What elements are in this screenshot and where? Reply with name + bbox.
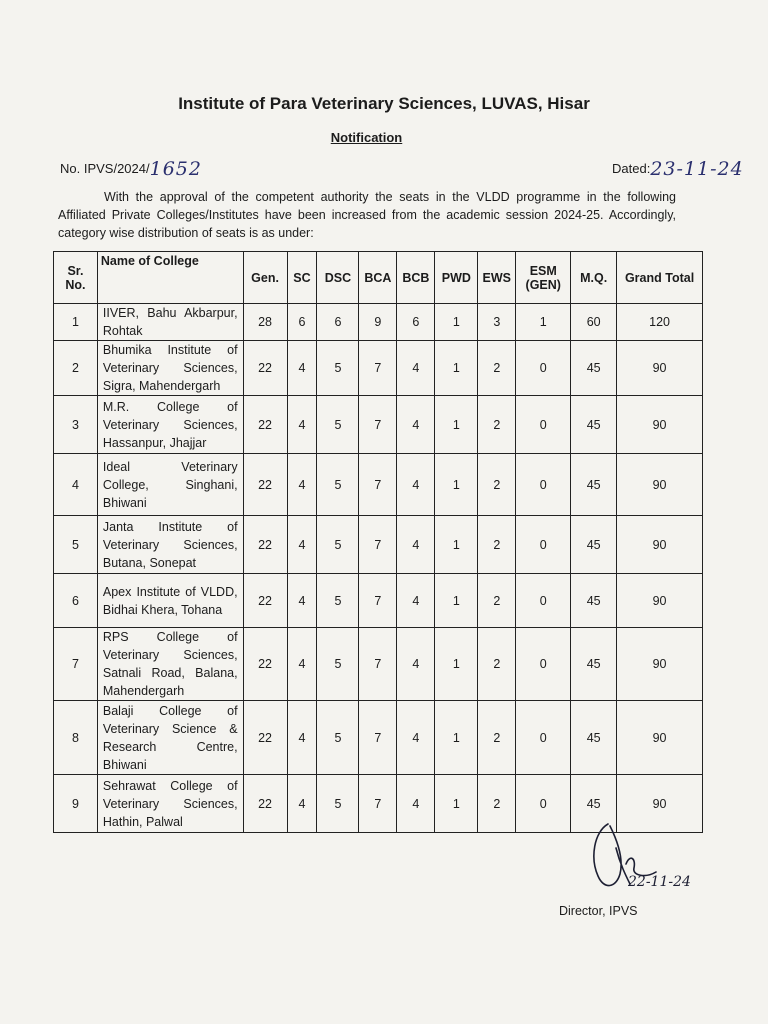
cell-sc: 6 xyxy=(287,304,317,341)
reference-label: No. IPVS/2024/ xyxy=(60,161,150,176)
cell-sr: 8 xyxy=(54,701,98,775)
reference-number xyxy=(60,156,202,178)
cell-esm: 1 xyxy=(516,304,571,341)
cell-bca: 7 xyxy=(359,516,397,574)
cell-sr: 7 xyxy=(54,628,98,701)
cell-bca: 7 xyxy=(359,396,397,454)
cell-dsc: 5 xyxy=(317,454,359,516)
cell-name: Janta Institute of Veterinary Sciences, Butana, Sonepat xyxy=(97,516,243,574)
cell-ews: 2 xyxy=(478,341,516,396)
cell-bcb: 4 xyxy=(397,396,435,454)
cell-bca: 7 xyxy=(359,628,397,701)
cell-sr: 1 xyxy=(54,304,98,341)
cell-ews: 2 xyxy=(478,396,516,454)
cell-sc: 4 xyxy=(287,341,317,396)
cell-ews: 2 xyxy=(478,574,516,628)
cell-sc: 4 xyxy=(287,516,317,574)
header-bca: BCA xyxy=(359,252,397,304)
table-row xyxy=(54,341,703,396)
cell-bcb: 4 xyxy=(397,454,435,516)
cell-name: Apex Institute of VLDD, Bidhai Khera, Tohana xyxy=(97,574,243,628)
cell-gen: 22 xyxy=(243,341,287,396)
table-header-row xyxy=(54,252,703,304)
cell-bcb: 4 xyxy=(397,628,435,701)
intro-text: With the approval of the competent authority the seats in the VLDD programme in the following Affiliated Private Colleges/Institutes have been increased from the academic session 2024-25. Accordingly, category wise distribution of seats is as under: xyxy=(58,190,676,240)
cell-total: 90 xyxy=(617,574,703,628)
cell-bca: 7 xyxy=(359,775,397,833)
cell-dsc: 6 xyxy=(317,304,359,341)
cell-pwd: 1 xyxy=(435,454,478,516)
header-grand-total: Grand Total xyxy=(617,252,703,304)
cell-bca: 7 xyxy=(359,341,397,396)
cell-bca: 7 xyxy=(359,574,397,628)
cell-esm: 0 xyxy=(516,454,571,516)
cell-mq: 45 xyxy=(571,628,617,701)
header-dsc: DSC xyxy=(317,252,359,304)
cell-dsc: 5 xyxy=(317,341,359,396)
cell-pwd: 1 xyxy=(435,304,478,341)
cell-sc: 4 xyxy=(287,628,317,701)
cell-dsc: 5 xyxy=(317,574,359,628)
cell-total: 90 xyxy=(617,775,703,833)
cell-dsc: 5 xyxy=(317,396,359,454)
header-esm-gen: ESM (GEN) xyxy=(516,252,571,304)
cell-bca: 7 xyxy=(359,701,397,775)
cell-mq: 60 xyxy=(571,304,617,341)
cell-pwd: 1 xyxy=(435,628,478,701)
date-handwritten: 23-11-24 xyxy=(650,158,744,180)
date-label: Dated: xyxy=(612,161,651,176)
cell-sr: 6 xyxy=(54,574,98,628)
intro-paragraph xyxy=(58,188,676,242)
cell-sc: 4 xyxy=(287,775,317,833)
cell-pwd: 1 xyxy=(435,396,478,454)
header-bcb: BCB xyxy=(397,252,435,304)
table-row xyxy=(54,304,703,341)
header-sr-no: Sr. No. xyxy=(54,252,98,304)
cell-total: 90 xyxy=(617,516,703,574)
cell-esm: 0 xyxy=(516,701,571,775)
cell-sc: 4 xyxy=(287,574,317,628)
director-designation: Director, IPVS xyxy=(559,904,638,918)
cell-bcb: 4 xyxy=(397,701,435,775)
cell-pwd: 1 xyxy=(435,341,478,396)
cell-bca: 9 xyxy=(359,304,397,341)
cell-total: 90 xyxy=(617,701,703,775)
header-mq: M.Q. xyxy=(571,252,617,304)
table-body xyxy=(54,304,703,833)
cell-sc: 4 xyxy=(287,454,317,516)
cell-ews: 2 xyxy=(478,701,516,775)
cell-mq: 45 xyxy=(571,775,617,833)
table-row xyxy=(54,628,703,701)
cell-dsc: 5 xyxy=(317,701,359,775)
notification-heading: Notification xyxy=(330,130,403,145)
cell-total: 120 xyxy=(617,304,703,341)
institute-title: Institute of Para Veterinary Sciences, LUVAS, Hisar xyxy=(178,94,590,113)
reference-handwritten-number: 1652 xyxy=(149,158,202,180)
cell-total: 90 xyxy=(617,341,703,396)
cell-bcb: 4 xyxy=(397,341,435,396)
cell-sr: 4 xyxy=(54,454,98,516)
cell-gen: 22 xyxy=(243,628,287,701)
cell-ews: 2 xyxy=(478,775,516,833)
cell-ews: 2 xyxy=(478,516,516,574)
cell-esm: 0 xyxy=(516,628,571,701)
cell-gen: 22 xyxy=(243,775,287,833)
table-row xyxy=(54,516,703,574)
date-line xyxy=(612,156,744,178)
header-gen: Gen. xyxy=(243,252,287,304)
table-row xyxy=(54,574,703,628)
cell-pwd: 1 xyxy=(435,516,478,574)
cell-bcb: 4 xyxy=(397,574,435,628)
cell-sr: 5 xyxy=(54,516,98,574)
cell-total: 90 xyxy=(617,628,703,701)
cell-gen: 22 xyxy=(243,701,287,775)
cell-name: Ideal Veterinary College, Singhani, Bhiwani xyxy=(97,454,243,516)
cell-name: M.R. College of Veterinary Sciences, Hassanpur, Jhajjar xyxy=(97,396,243,454)
cell-gen: 22 xyxy=(243,396,287,454)
header-college-name: Name of College xyxy=(97,252,243,304)
table-row xyxy=(54,701,703,775)
cell-sc: 4 xyxy=(287,701,317,775)
cell-bcb: 4 xyxy=(397,775,435,833)
table-row xyxy=(54,454,703,516)
cell-dsc: 5 xyxy=(317,775,359,833)
cell-sr: 3 xyxy=(54,396,98,454)
header-ews: EWS xyxy=(478,252,516,304)
cell-mq: 45 xyxy=(571,516,617,574)
cell-name: Sehrawat College of Veterinary Sciences, Hathin, Palwal xyxy=(97,775,243,833)
cell-mq: 45 xyxy=(571,574,617,628)
cell-dsc: 5 xyxy=(317,628,359,701)
cell-esm: 0 xyxy=(516,574,571,628)
cell-gen: 22 xyxy=(243,454,287,516)
header-sc: SC xyxy=(287,252,317,304)
cell-name: RPS College of Veterinary Sciences, Satnali Road, Balana, Mahendergarh xyxy=(97,628,243,701)
cell-mq: 45 xyxy=(571,396,617,454)
cell-esm: 0 xyxy=(516,516,571,574)
cell-esm: 0 xyxy=(516,775,571,833)
cell-sr: 2 xyxy=(54,341,98,396)
cell-gen: 22 xyxy=(243,516,287,574)
cell-sr: 9 xyxy=(54,775,98,833)
cell-pwd: 1 xyxy=(435,775,478,833)
signature-date: 22-11-24 xyxy=(628,874,691,890)
cell-pwd: 1 xyxy=(435,574,478,628)
cell-name: Bhumika Institute of Veterinary Sciences, Sigra, Mahendergarh xyxy=(97,341,243,396)
cell-ews: 3 xyxy=(478,304,516,341)
cell-ews: 2 xyxy=(478,628,516,701)
cell-sc: 4 xyxy=(287,396,317,454)
cell-esm: 0 xyxy=(516,341,571,396)
table-row xyxy=(54,396,703,454)
cell-mq: 45 xyxy=(571,701,617,775)
cell-ews: 2 xyxy=(478,454,516,516)
seat-distribution-table xyxy=(53,251,703,833)
header-pwd: PWD xyxy=(435,252,478,304)
cell-pwd: 1 xyxy=(435,701,478,775)
cell-dsc: 5 xyxy=(317,516,359,574)
cell-name: IIVER, Bahu Akbarpur, Rohtak xyxy=(97,304,243,341)
cell-mq: 45 xyxy=(571,341,617,396)
cell-bcb: 6 xyxy=(397,304,435,341)
cell-total: 90 xyxy=(617,396,703,454)
cell-bcb: 4 xyxy=(397,516,435,574)
cell-name: Balaji College of Veterinary Science & Research Centre, Bhiwani xyxy=(97,701,243,775)
cell-gen: 22 xyxy=(243,574,287,628)
cell-mq: 45 xyxy=(571,454,617,516)
cell-bca: 7 xyxy=(359,454,397,516)
cell-gen: 28 xyxy=(243,304,287,341)
cell-esm: 0 xyxy=(516,396,571,454)
cell-total: 90 xyxy=(617,454,703,516)
